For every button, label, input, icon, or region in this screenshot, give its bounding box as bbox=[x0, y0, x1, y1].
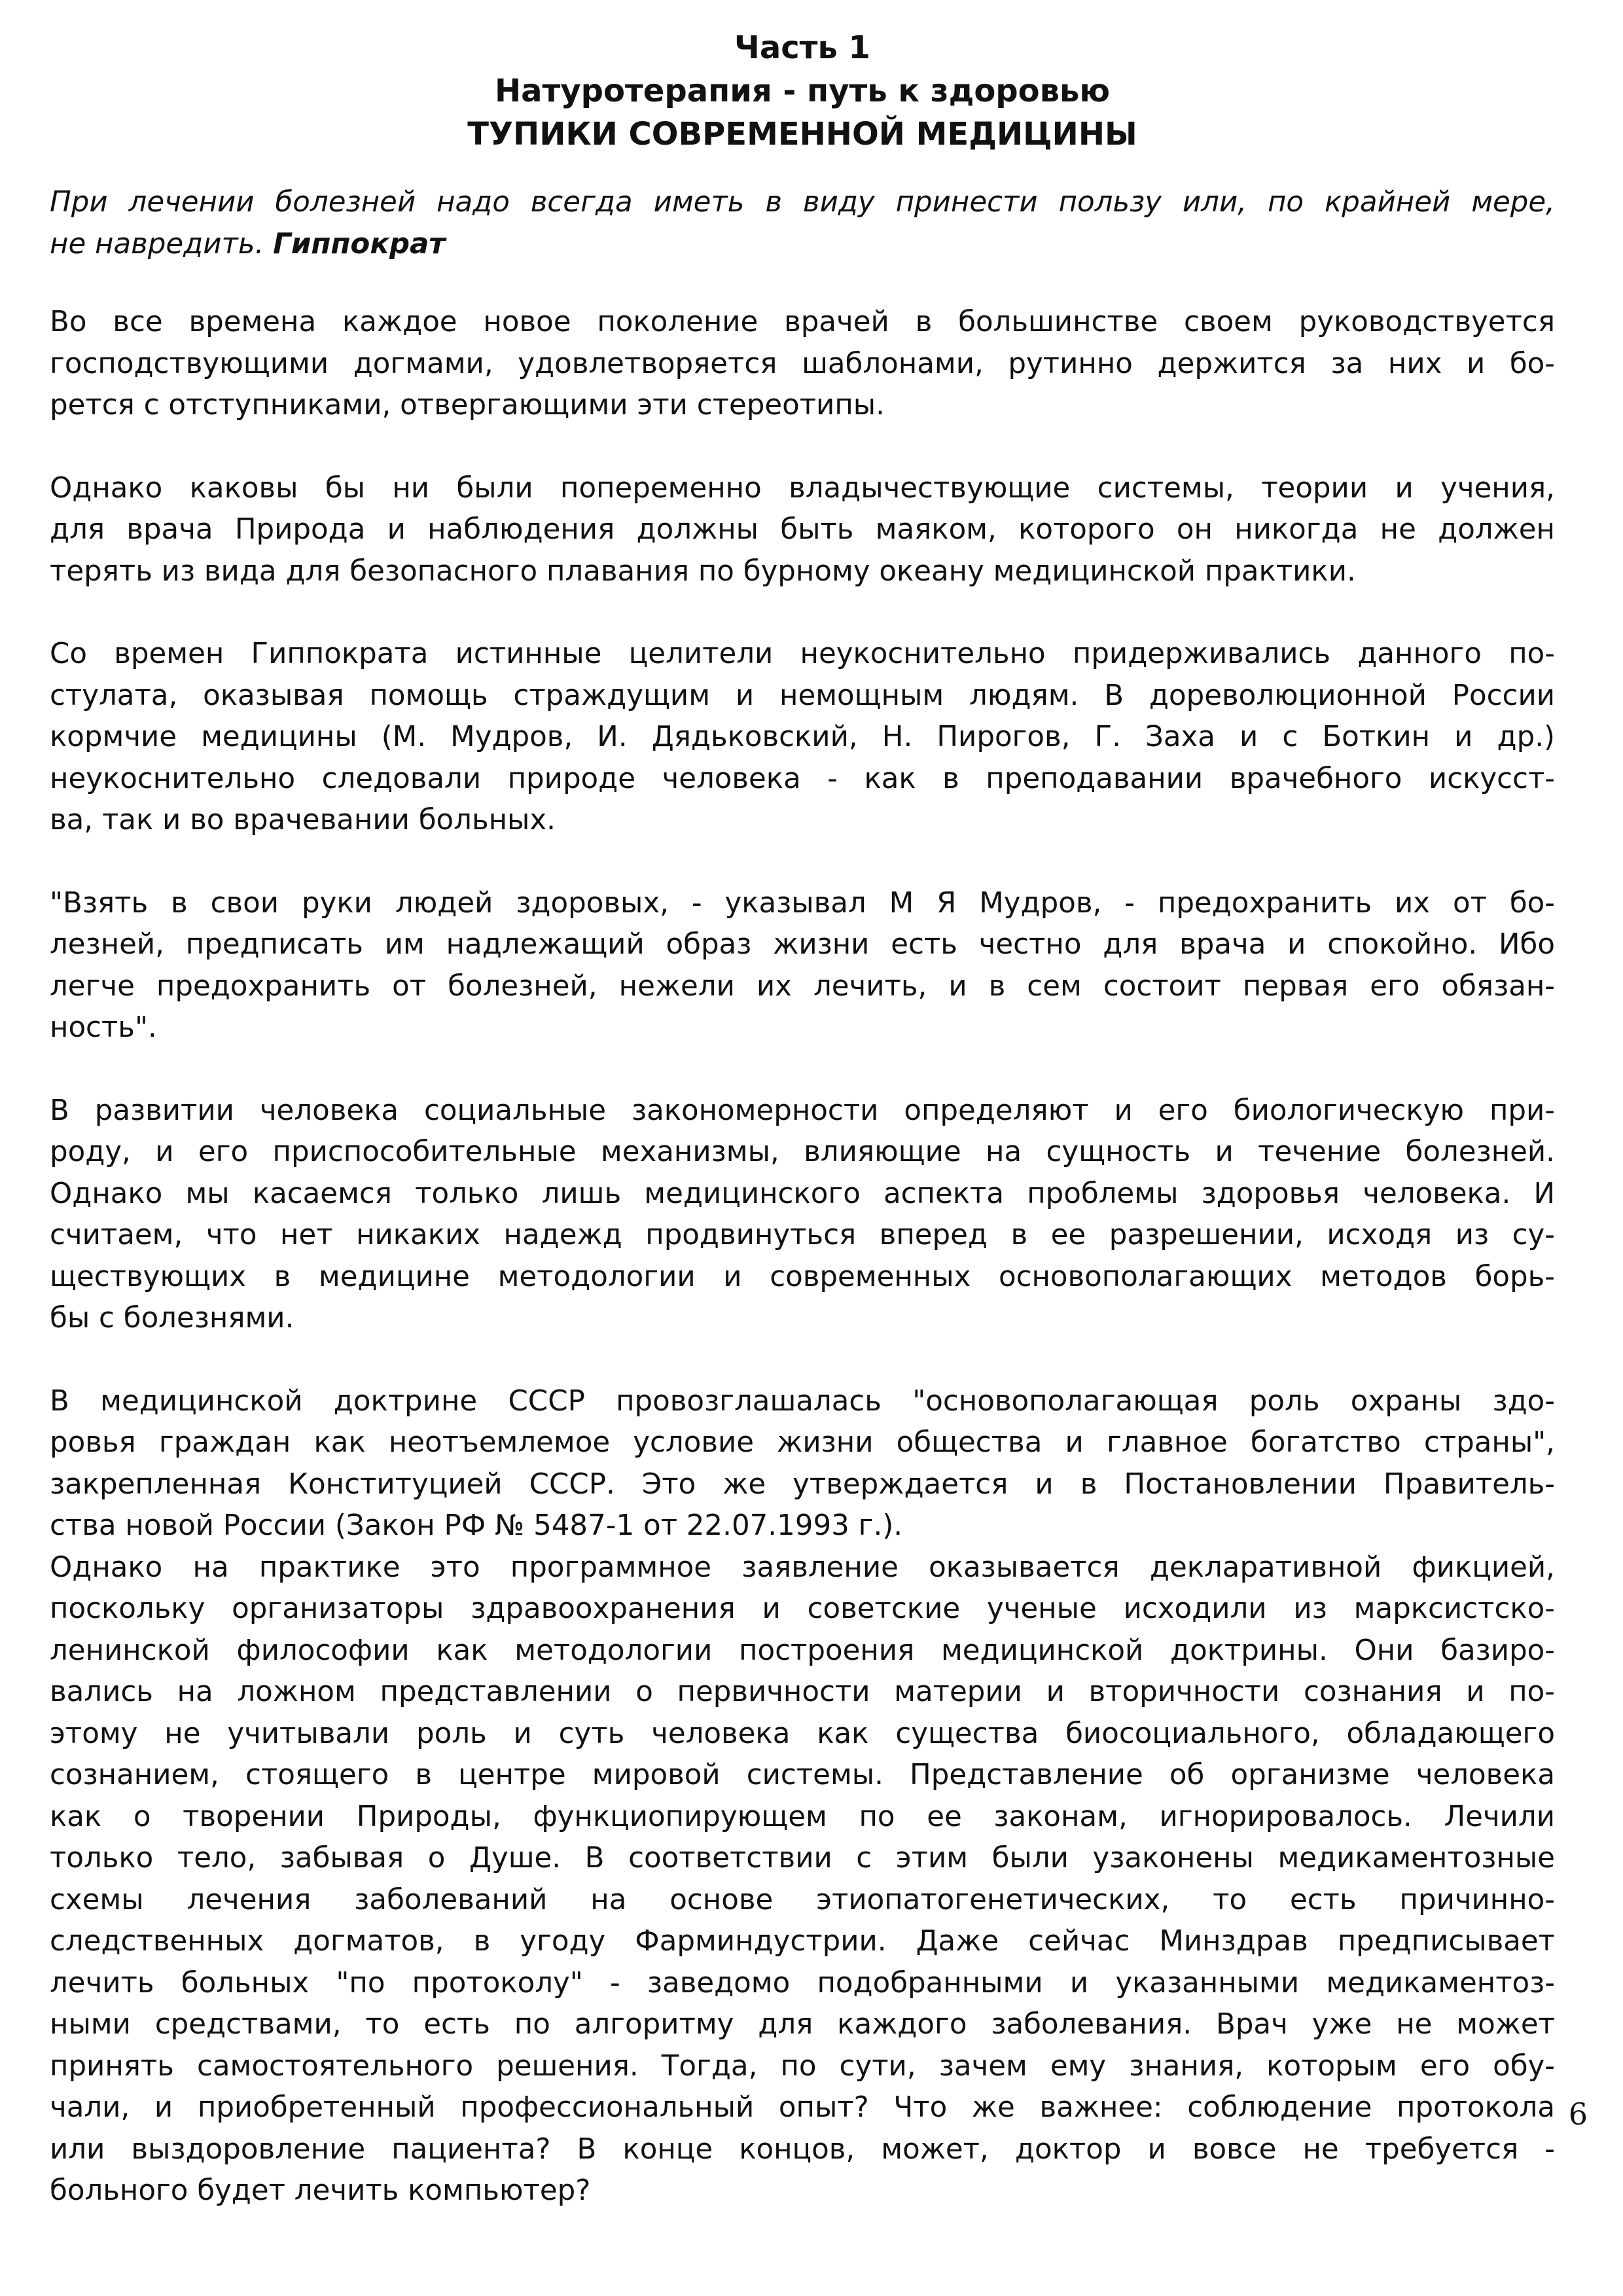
epigraph-text: не навредить. bbox=[50, 227, 264, 260]
paragraph-line: принять самостоятельного решения. Тогда, по сути, зачем ему знания, которым его обу- bbox=[50, 2049, 1555, 2083]
chapter-header bbox=[50, 26, 1555, 156]
paragraph-line: бы с болезнями. bbox=[50, 1302, 294, 1335]
paragraph-line: стулата, оказывая помощь страждущим и немощным людям. В дореволюционной России bbox=[50, 679, 1555, 712]
paragraph bbox=[50, 1090, 1555, 1340]
paragraph-line: господствующими догмами, удовлетворяется шаблонами, рутинно держится за них и бо- bbox=[50, 347, 1555, 380]
paragraph-line: Однако на практике это программное заявление оказывается декларативной фикцией, bbox=[50, 1551, 1555, 1584]
paragraph-line: Во все времена каждое новое поколение врачей в большинстве своем руководствуется bbox=[50, 306, 1555, 338]
paragraph-line: вались на ложном представлении о первичности материи и вторичности сознания и по- bbox=[50, 1676, 1555, 1708]
paragraph-line: лечить больных "по протоколу" - заведомо подобранными и указанными медикаментоз- bbox=[50, 1966, 1555, 2000]
epigraph-author: Гиппократ bbox=[273, 227, 446, 260]
paragraph bbox=[50, 302, 1555, 427]
paragraph-line: схемы лечения заболеваний на основе этиопатогенетических, то есть причинно- bbox=[50, 1883, 1555, 1916]
paragraph-line: В медицинской доктрине СССР провозглашалась "основополагающая роль охраны здо- bbox=[50, 1384, 1555, 1418]
epigraph-line bbox=[50, 224, 1555, 266]
paragraph-line: Со времен Гиппократа истинные целители неукоснительно придерживались данного по- bbox=[50, 637, 1555, 670]
paragraph-line: роду, и его приспособительные механизмы, влияющие на сущность и течение болезней. bbox=[50, 1136, 1555, 1168]
paragraph bbox=[50, 1381, 1555, 1547]
paragraph-line: ровья граждан как неотъемлемое условие жизни общества и главное богатство страны", bbox=[50, 1426, 1555, 1459]
paragraph-line: ность". bbox=[50, 1011, 157, 1044]
epigraph bbox=[50, 182, 1555, 265]
paragraph-line: ществующих в медицине методологии и современных основополагающих методов борь- bbox=[50, 1260, 1555, 1293]
paragraph-line: ва, так и во врачевании больных. bbox=[50, 804, 556, 836]
paragraph-line: считаем, что нет никаких надежд продвинуться вперед в ее разрешении, исходя из су- bbox=[50, 1219, 1555, 1251]
paragraph bbox=[50, 1547, 1555, 2212]
paragraph bbox=[50, 634, 1555, 842]
paragraph-line: Однако каковы бы ни были попеременно владычествующие системы, теории и учения, bbox=[50, 471, 1555, 505]
chapter-subtitle: Натуротерапия - путь к здоровью bbox=[494, 73, 1111, 109]
paragraph-line: этому не учитывали роль и суть человека как существа биосоциального, обладающего bbox=[50, 1717, 1555, 1750]
paragraph-line: как о творении Природы, функциопирующем по ее законам, игнорировалось. Лечили bbox=[50, 1800, 1555, 1833]
part-label: Часть 1 bbox=[734, 29, 870, 66]
paragraph-line: закрепленная Конституцией СССР. Это же утверждается и в Постановлении Правитель- bbox=[50, 1467, 1555, 1501]
paragraph-line: ными средствами, то есть по алгоритму для каждого заболевания. Врач уже не может bbox=[50, 2008, 1555, 2041]
chapter-title: ТУПИКИ СОВРЕМЕННОЙ МЕДИЦИНЫ bbox=[467, 116, 1137, 152]
paragraph-line: чали, и приобретенный профессиональный опыт? Что же важнее: соблюдение протокола bbox=[50, 2091, 1555, 2124]
epigraph-line: При лечении болезней надо всегда иметь в виду принести пользу или, по крайней мере, bbox=[50, 186, 1555, 219]
paragraph-line: только тело, забывая о Душе. В соответствии с этим были узаконены медикаментозные bbox=[50, 1842, 1555, 1874]
paragraph-line: терять из вида для безопасного плавания по бурному океану медицинской практики. bbox=[50, 554, 1356, 588]
paragraph-line: лезней, предписать им надлежащий образ жизни есть честно для врача и спокойно. Ибо bbox=[50, 928, 1555, 961]
paragraph bbox=[50, 883, 1555, 1049]
paragraph-line: В развитии человека социальные закономерности определяют и его биологическую при- bbox=[50, 1094, 1555, 1127]
paragraph-line: больного будет лечить компьютер? bbox=[50, 2174, 591, 2207]
paragraph-line: ства новой России (Закон РФ № 5487-1 от 22.07.1993 г.). bbox=[50, 1509, 903, 1542]
page-number: 6 bbox=[1568, 2096, 1588, 2132]
paragraph-line: неукоснительно следовали природе человека - как в преподавании врачебного искусст- bbox=[50, 762, 1555, 795]
body-text bbox=[50, 302, 1555, 2212]
paragraph-line: Однако мы касаемся только лишь медицинского аспекта проблемы здоровья человека. И bbox=[50, 1177, 1555, 1210]
paragraph-line: для врача Природа и наблюдения должны быть маяком, которого он никогда не должен bbox=[50, 513, 1555, 546]
paragraph-line: поскольку организаторы здравоохранения и советские ученые исходили из марксистско- bbox=[50, 1592, 1555, 1625]
paragraph-line: легче предохранить от болезней, нежели их лечить, и в сем состоит первая его обязан- bbox=[50, 969, 1555, 1003]
paragraph-line: следственных догматов, в угоду Фарминдустрии. Даже сейчас Минздрав предписывает bbox=[50, 1925, 1555, 1958]
paragraph-line: или выздоровление пациента? В конце концов, может, доктор и вовсе не требуется - bbox=[50, 2132, 1555, 2166]
paragraph-line: "Взять в свои руки людей здоровых, - указывал М Я Мудров, - предохранить их от бо- bbox=[50, 886, 1555, 920]
paragraph bbox=[50, 468, 1555, 593]
paragraph-line: ленинской философии как методологии построения медицинской доктрины. Они базиро- bbox=[50, 1634, 1555, 1667]
paragraph-line: сознанием, стоящего в центре мировой системы. Представление об организме человека bbox=[50, 1759, 1555, 1791]
document-page bbox=[50, 26, 1555, 2253]
paragraph-line: кормчие медицины (М. Мудров, И. Дядьковский, Н. Пирогов, Г. Заха и с Боткин и др.) bbox=[50, 721, 1555, 753]
paragraph-line: рется с отступниками, отвергающими эти стереотипы. bbox=[50, 389, 885, 422]
